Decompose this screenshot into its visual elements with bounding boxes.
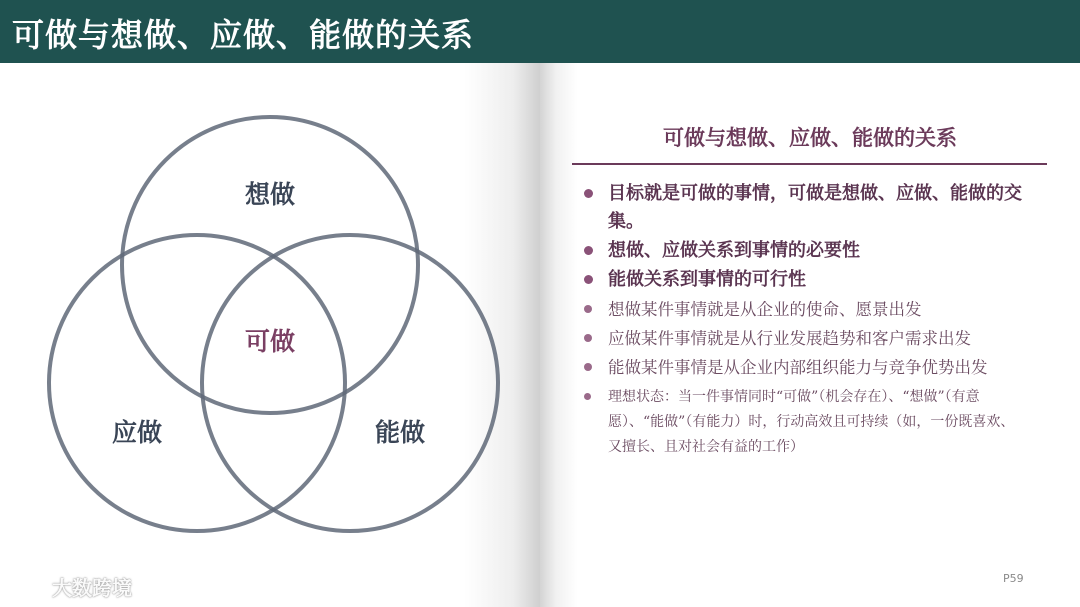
bullet-list	[584, 180, 1024, 460]
bullet-item	[584, 353, 1024, 382]
bullet-item	[584, 385, 1024, 460]
venn-diagram	[0, 63, 540, 607]
bullet-item	[584, 295, 1024, 324]
bullet-text: 想做、应做关系到事情的必要性	[608, 240, 860, 261]
circle-want	[122, 117, 418, 413]
bullet-item	[584, 266, 1024, 294]
page-number: P59	[1003, 572, 1024, 585]
circle-can	[202, 235, 498, 531]
bullet-icon	[584, 246, 593, 255]
venn-label-want: 想做	[244, 180, 296, 209]
bullet-text: 理想状态：当一件事情同时“可做”（机会存在）、“想做”（有意愿）、“能做”（有能力）时，行动高效且可持续（如，一份既喜欢、又擅长、且对社会有益的工作）	[608, 389, 1015, 455]
bullet-text: 想做某件事情就是从企业的使命、愿景出发	[608, 300, 922, 319]
bullet-icon	[584, 393, 591, 400]
title-bar	[0, 0, 1080, 63]
watermark	[10, 572, 132, 601]
circle-should	[49, 235, 345, 531]
panel-title: 可做与想做、应做、能做的关系	[663, 126, 957, 150]
bullet-item	[584, 180, 1024, 236]
bullet-item	[584, 324, 1024, 353]
bullet-icon	[584, 275, 593, 284]
bullet-item	[584, 237, 1024, 265]
bullet-icon	[584, 305, 592, 313]
watermark-text: 大数跨境	[52, 576, 132, 600]
bullet-text: 能做某件事情是从企业内部组织能力与竞争优势出发	[608, 358, 988, 377]
bullet-icon	[584, 334, 592, 342]
venn-label-can: 能做	[374, 418, 426, 447]
bullet-text: 应做某件事情就是从行业发展趋势和客户需求出发	[608, 329, 971, 348]
bullet-icon	[584, 189, 593, 198]
bullet-text: 能做关系到事情的可行性	[608, 269, 806, 290]
bullet-icon	[584, 363, 592, 371]
venn-label-should: 应做	[111, 418, 163, 447]
venn-label-feasible: 可做	[244, 327, 296, 356]
slide-title: 可做与想做、应做、能做的关系	[12, 16, 475, 54]
watermark-logo-icon	[10, 579, 48, 597]
title-divider	[572, 163, 1047, 165]
bullet-text: 目标就是可做的事情，可做是想做、应做、能做的交集。	[608, 183, 1022, 232]
